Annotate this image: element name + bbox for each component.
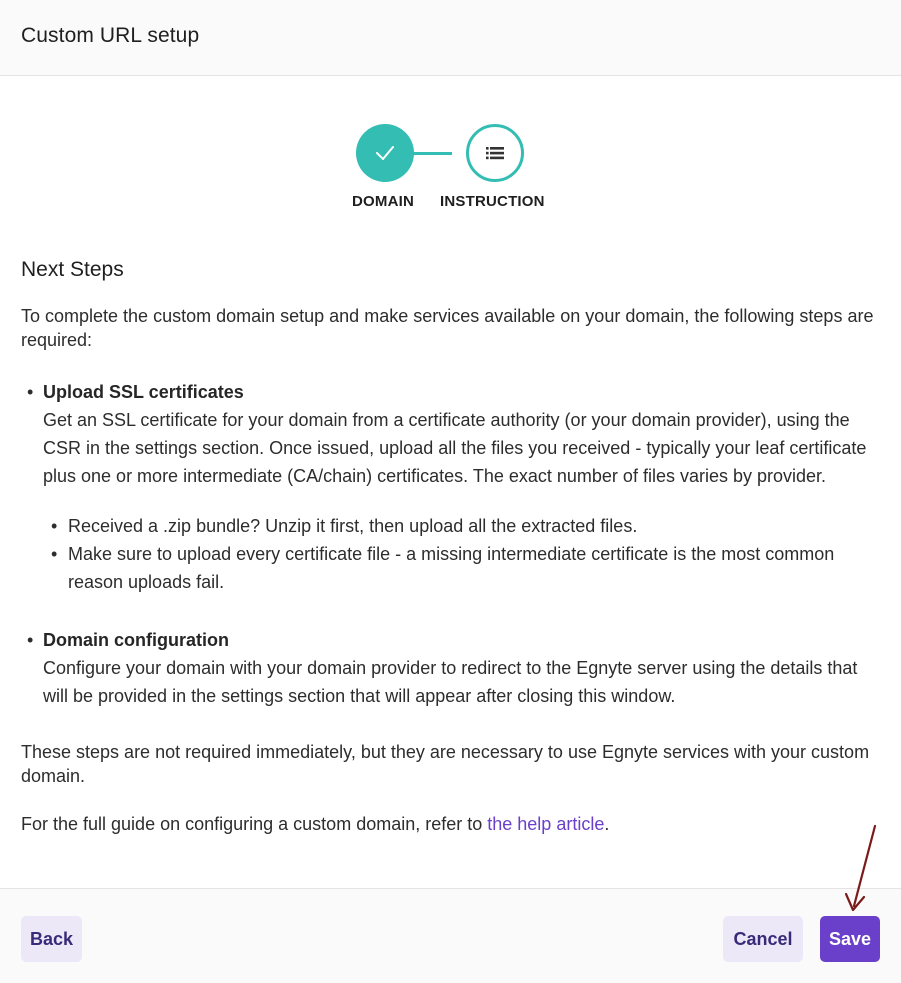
list-item	[45, 512, 881, 540]
back-button[interactable]: Back	[21, 916, 82, 962]
dialog-header	[0, 0, 901, 76]
cancel-button[interactable]: Cancel	[723, 916, 803, 962]
list-item-ssl	[21, 378, 881, 596]
domain-config-body: Configure your domain with your domain provider to redirect to the Egnyte server using the details that will be provided in the settings section that will appear after closing this window.	[43, 658, 858, 706]
ssl-sub-list	[45, 512, 881, 596]
save-button[interactable]: Save	[820, 916, 880, 962]
list-item-domain-config	[21, 626, 881, 710]
check-icon	[356, 124, 414, 182]
intro-text: To complete the custom domain setup and make services available on your domain, the following steps are required:	[21, 306, 874, 350]
section-title: Next Steps	[21, 258, 124, 281]
step-instruction-label: INSTRUCTION	[440, 193, 545, 210]
ssl-title: Upload SSL certificates	[43, 382, 244, 402]
guide-prefix: For the full guide on configuring a custom domain, refer to	[21, 814, 488, 834]
bullet-icon: •	[51, 544, 58, 564]
dialog-footer	[0, 888, 901, 983]
list-icon	[469, 127, 521, 179]
step-domain-indicator	[356, 124, 414, 182]
sub-item-text: Make sure to upload every certificate file - a missing intermediate certificate is the most common reason uploads fail.	[68, 544, 835, 592]
sub-item-text: Received a .zip bundle? Unzip it first, then upload all the extracted files.	[68, 516, 638, 536]
guide-text	[21, 810, 881, 838]
outro-text: These steps are not required immediately, but they are necessary to use Egnyte services with your custom domain.	[21, 742, 870, 786]
dialog-title: Custom URL setup	[21, 24, 200, 47]
step-domain-label: DOMAIN	[352, 193, 415, 210]
instructions-content	[21, 256, 881, 838]
bullet-icon: •	[51, 516, 58, 536]
help-article-link[interactable]: the help article	[487, 814, 605, 834]
bullet-icon: •	[27, 382, 34, 402]
bullet-icon: •	[27, 630, 34, 650]
list-item	[45, 540, 881, 596]
ssl-body: Get an SSL certificate for your domain from a certificate authority (or your domain provider), using the CSR in the settings section. Once issued, upload all the files you received - typically your leaf certificate plus one or more intermediate (CA/chain) certificates. The exact number of files varies by provider.	[43, 410, 867, 486]
annotation-arrow-icon	[840, 820, 880, 915]
step-instruction-indicator	[466, 124, 524, 182]
progress-stepper	[340, 120, 570, 220]
domain-config-title: Domain configuration	[43, 630, 229, 650]
guide-suffix: .	[604, 814, 610, 834]
